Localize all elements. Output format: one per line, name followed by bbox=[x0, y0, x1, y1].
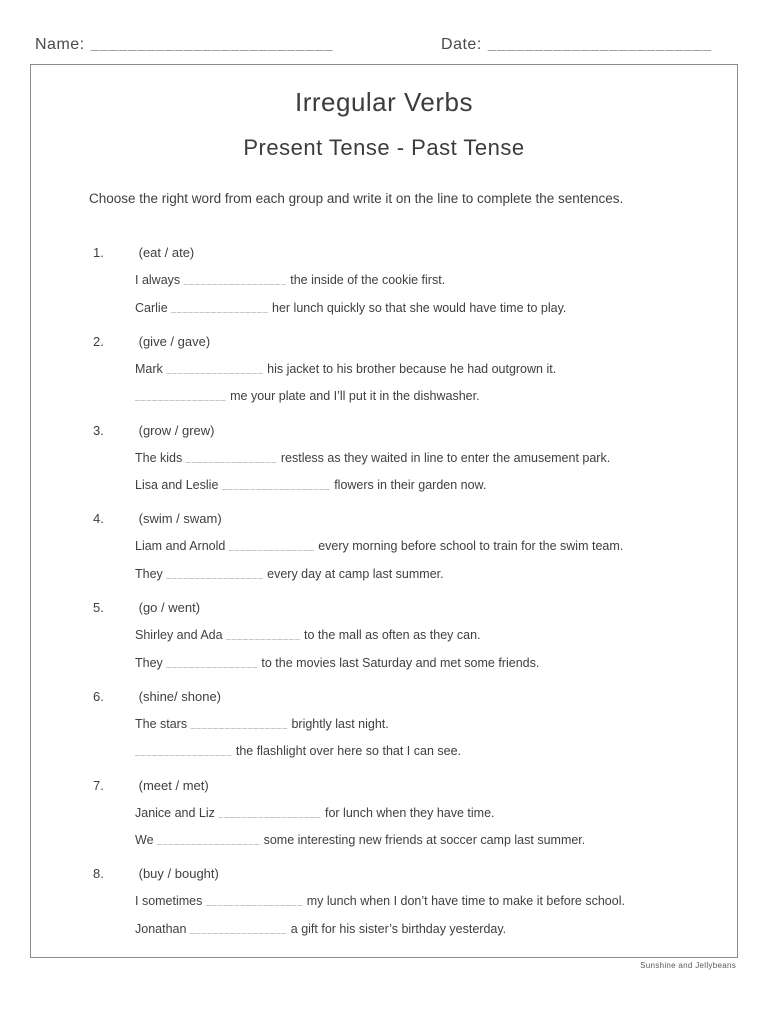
sentence-post-text: a gift for his sister’s birthday yesterday. bbox=[290, 921, 507, 936]
fill-in-sentence bbox=[31, 806, 737, 820]
sentence-pre-text: Carlie bbox=[135, 300, 168, 315]
name-label: Name: bbox=[35, 36, 85, 53]
worksheet-item bbox=[31, 245, 737, 315]
item-word-choices: (meet / met) bbox=[138, 777, 209, 793]
item-number: 4. bbox=[93, 511, 104, 527]
worksheet-item bbox=[31, 423, 737, 493]
item-header bbox=[31, 866, 737, 881]
sentence-post-text: for lunch when they have time. bbox=[324, 805, 495, 820]
sentence-post-text: his jacket to his brother because he had outgrown it. bbox=[267, 361, 557, 376]
answer-blank[interactable]: _________________ bbox=[190, 719, 288, 730]
fill-in-sentence bbox=[31, 717, 737, 731]
sentence-post-text: restless as they waited in line to enter the amusement park. bbox=[280, 450, 611, 465]
fill-in-sentence bbox=[31, 362, 737, 376]
sentence-post-text: my lunch when I don’t have time to make it before school. bbox=[306, 894, 625, 909]
item-word-choices: (swim / swam) bbox=[138, 511, 222, 527]
item-header bbox=[31, 511, 737, 526]
item-header bbox=[31, 778, 737, 793]
answer-blank[interactable]: _________________ bbox=[171, 303, 269, 314]
item-number: 5. bbox=[93, 600, 104, 616]
sentence-post-text: brightly last night. bbox=[291, 716, 389, 731]
date-label: Date: bbox=[441, 36, 482, 53]
fill-in-sentence bbox=[31, 567, 737, 581]
worksheet-item bbox=[31, 778, 737, 848]
sentence-pre-text: They bbox=[135, 655, 163, 670]
name-line[interactable]: __________________________ bbox=[90, 36, 334, 53]
fill-in-sentence bbox=[31, 389, 737, 403]
fill-in-sentence bbox=[31, 451, 737, 465]
answer-blank[interactable]: _________________ bbox=[189, 924, 288, 935]
sentence-post-text: the flashlight over here so that I can see. bbox=[235, 744, 461, 759]
answer-blank[interactable]: _____________ bbox=[226, 631, 301, 642]
fill-in-sentence bbox=[31, 744, 737, 758]
item-header bbox=[31, 423, 737, 438]
answer-blank[interactable]: ___________________ bbox=[221, 481, 331, 492]
answer-blank[interactable]: __________________ bbox=[183, 276, 287, 287]
item-header bbox=[31, 689, 737, 704]
item-number: 2. bbox=[93, 333, 104, 349]
fill-in-sentence bbox=[31, 922, 737, 936]
answer-blank[interactable]: __________________ bbox=[157, 836, 261, 847]
answer-blank[interactable]: _________________ bbox=[166, 364, 264, 375]
worksheet-item bbox=[31, 334, 737, 404]
sentence-pre-text: The kids bbox=[135, 450, 183, 465]
page-subtitle: Present Tense - Past Tense bbox=[243, 135, 525, 160]
sentence-pre-text: I always bbox=[135, 273, 181, 288]
sentence-pre-text: Lisa and Leslie bbox=[135, 478, 219, 493]
name-date-row bbox=[35, 36, 712, 54]
page-title: Irregular Verbs bbox=[294, 87, 474, 117]
worksheet-item bbox=[31, 866, 737, 936]
sentence-post-text: to the mall as often as they can. bbox=[304, 628, 481, 643]
sentence-pre-text: Jonathan bbox=[135, 921, 187, 936]
item-number: 1. bbox=[93, 245, 104, 261]
sentence-post-text: every morning before school to train for the swim team. bbox=[318, 539, 624, 554]
sentence-post-text: me your plate and I’ll put it in the dishwasher. bbox=[230, 389, 480, 404]
item-word-choices: (give / gave) bbox=[138, 333, 211, 349]
answer-blank[interactable]: _______________ bbox=[228, 542, 315, 553]
fill-in-sentence bbox=[31, 539, 737, 553]
item-word-choices: (grow / grew) bbox=[138, 422, 215, 438]
item-header bbox=[31, 245, 737, 260]
sentence-pre-text: The stars bbox=[135, 716, 188, 731]
item-header bbox=[31, 334, 737, 349]
answer-blank[interactable]: _________________ bbox=[166, 569, 264, 580]
sentence-post-text: flowers in their garden now. bbox=[334, 478, 487, 493]
sentence-pre-text: Shirley and Ada bbox=[135, 628, 223, 643]
worksheet-item bbox=[31, 689, 737, 759]
credit-text: Sunshine and Jellybeans bbox=[640, 961, 736, 970]
sentence-post-text: some interesting new friends at soccer camp last summer. bbox=[263, 833, 586, 848]
answer-blank[interactable]: ________________ bbox=[185, 453, 278, 464]
item-word-choices: (go / went) bbox=[138, 600, 201, 616]
item-number: 7. bbox=[93, 777, 104, 793]
sentence-pre-text: I sometimes bbox=[135, 894, 203, 909]
sentence-pre-text: We bbox=[135, 833, 154, 848]
item-word-choices: (buy / bought) bbox=[138, 866, 219, 882]
item-header bbox=[31, 600, 737, 615]
fill-in-sentence bbox=[31, 273, 737, 287]
fill-in-sentence bbox=[31, 656, 737, 670]
fill-in-sentence bbox=[31, 301, 737, 315]
date-field bbox=[441, 36, 712, 54]
item-word-choices: (eat / ate) bbox=[138, 245, 195, 261]
worksheet-item bbox=[31, 600, 737, 670]
items-list bbox=[31, 245, 737, 936]
sentence-post-text: her lunch quickly so that she would have time to play. bbox=[272, 300, 567, 315]
answer-blank[interactable]: _________________ bbox=[135, 747, 233, 758]
sentence-pre-text: Janice and Liz bbox=[135, 805, 215, 820]
worksheet-border-box bbox=[30, 64, 738, 958]
item-number: 6. bbox=[93, 688, 104, 704]
worksheet-item bbox=[31, 511, 737, 581]
sentence-post-text: every day at camp last summer. bbox=[267, 566, 444, 581]
answer-blank[interactable]: _________________ bbox=[205, 897, 304, 908]
answer-blank[interactable]: ________________ bbox=[135, 392, 227, 403]
item-word-choices: (shine/ shone) bbox=[138, 688, 222, 704]
sentence-post-text: to the movies last Saturday and met some friends. bbox=[261, 655, 540, 670]
fill-in-sentence bbox=[31, 628, 737, 642]
answer-blank[interactable]: ________________ bbox=[166, 658, 258, 669]
fill-in-sentence bbox=[31, 833, 737, 847]
fill-in-sentence bbox=[31, 478, 737, 492]
sentence-pre-text: Mark bbox=[135, 361, 163, 376]
fill-in-sentence bbox=[31, 894, 737, 908]
sentence-pre-text: They bbox=[135, 566, 163, 581]
name-field bbox=[35, 36, 334, 54]
sentence-post-text: the inside of the cookie first. bbox=[290, 273, 446, 288]
answer-blank[interactable]: __________________ bbox=[218, 808, 322, 819]
item-number: 8. bbox=[93, 866, 104, 882]
instructions-text: Choose the right word from each group and write it on the line to complete the sentences. bbox=[89, 191, 624, 206]
item-number: 3. bbox=[93, 422, 104, 438]
sentence-pre-text: Liam and Arnold bbox=[135, 539, 226, 554]
date-line[interactable]: ________________________ bbox=[487, 36, 712, 53]
